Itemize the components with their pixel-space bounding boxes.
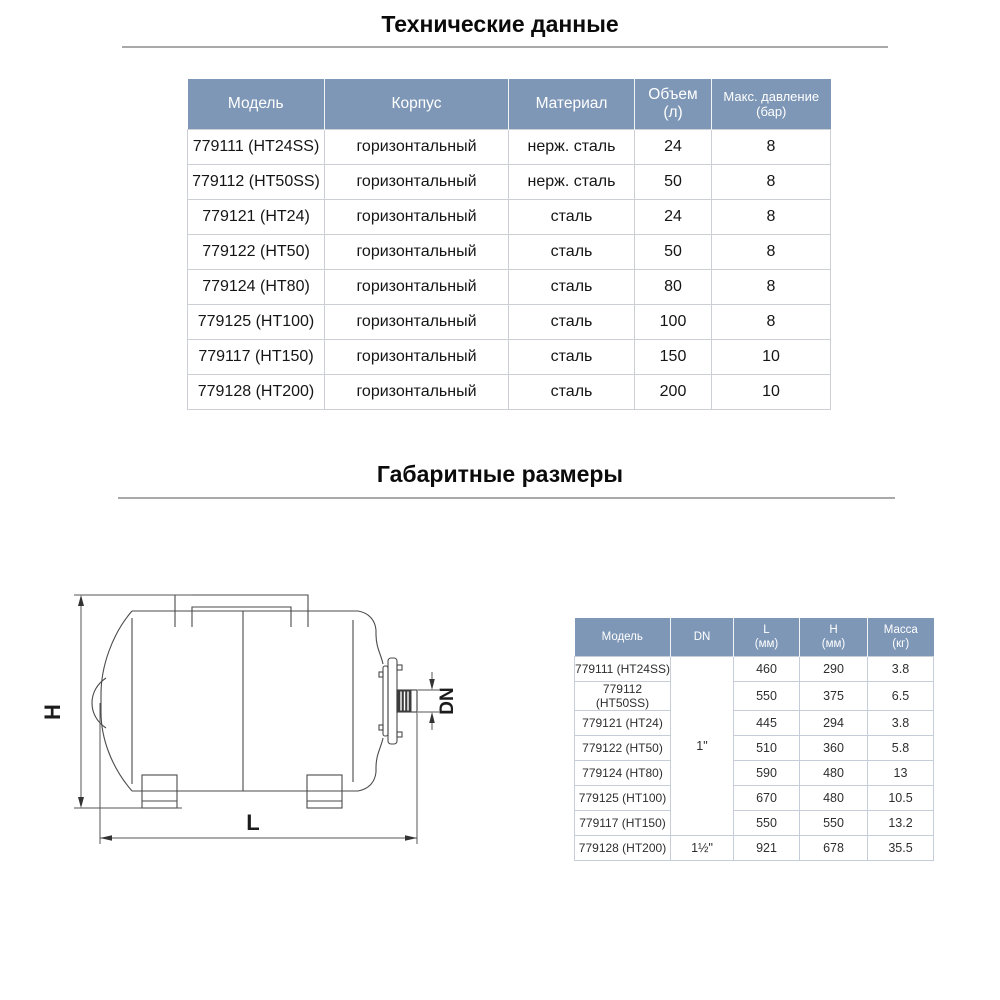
dim-cell-model: 779125 (HT100)	[575, 786, 671, 811]
tech-table-row	[188, 270, 831, 305]
dim-cell-h: 678	[800, 836, 868, 861]
col-label: Корпус	[391, 94, 442, 112]
tech-cell: нерж. сталь	[509, 130, 635, 165]
flange-bolt	[379, 725, 383, 730]
dims-header-row	[575, 618, 934, 657]
tech-cell: 779117 (HT150)	[188, 340, 325, 375]
tech-col-volume	[635, 79, 712, 130]
section-divider-1	[122, 46, 888, 48]
technical-data-table	[187, 79, 831, 410]
dims-table-row	[575, 836, 934, 861]
dim-cell-h: 480	[800, 761, 868, 786]
tech-cell: 50	[635, 165, 712, 200]
tech-cell: 779112 (HT50SS)	[188, 165, 325, 200]
tech-cell: 8	[712, 235, 831, 270]
dim-cell-h: 550	[800, 811, 868, 836]
dim-cell-model: 779117 (HT150)	[575, 811, 671, 836]
label-L: L	[246, 810, 260, 835]
tech-cell: горизонтальный	[325, 270, 509, 305]
dim-cell-h: 360	[800, 736, 868, 761]
dim-cell-mass: 35.5	[868, 836, 934, 861]
dim-col-h	[800, 618, 868, 657]
col-label: H	[829, 623, 838, 636]
tech-cell: 779121 (HT24)	[188, 200, 325, 235]
tech-cell: 8	[712, 270, 831, 305]
col-sub: (мм)	[821, 638, 846, 650]
section-divider-2	[118, 497, 895, 499]
dim-cell-mass: 6.5	[868, 682, 934, 711]
dim-cell-mass: 10.5	[868, 786, 934, 811]
dimension-L	[100, 703, 417, 844]
dim-cell-model: 779122 (HT50)	[575, 736, 671, 761]
dim-cell-l: 550	[734, 682, 800, 711]
dim-cell-l: 510	[734, 736, 800, 761]
tech-cell: 8	[712, 165, 831, 200]
tech-cell: горизонтальный	[325, 375, 509, 410]
tech-cell: сталь	[509, 235, 635, 270]
tech-cell: 10	[712, 340, 831, 375]
dim-cell-l: 670	[734, 786, 800, 811]
tech-cell: 24	[635, 130, 712, 165]
col-sub: (бар)	[756, 104, 787, 119]
col-label: Макс. давление	[723, 88, 820, 104]
tech-cell: горизонтальный	[325, 305, 509, 340]
dimensions-table	[574, 618, 934, 861]
tech-cell: горизонтальный	[325, 165, 509, 200]
dims-table-row	[575, 811, 934, 836]
tank-outline	[92, 611, 383, 791]
tech-cell: сталь	[509, 200, 635, 235]
col-sub: (мм)	[754, 638, 779, 650]
dims-table-row	[575, 761, 934, 786]
col-label: L	[763, 623, 770, 636]
tech-cell: 150	[635, 340, 712, 375]
tech-cell: горизонтальный	[325, 235, 509, 270]
tech-table-row	[188, 375, 831, 410]
tech-col-max-pressure	[712, 79, 831, 130]
tech-cell: 50	[635, 235, 712, 270]
tech-cell: горизонтальный	[325, 200, 509, 235]
tech-cell: сталь	[509, 340, 635, 375]
tech-table-row	[188, 340, 831, 375]
tank-drawing	[40, 572, 520, 872]
tech-table-row	[188, 305, 831, 340]
label-H: H	[40, 704, 65, 720]
tech-cell: 779111 (HT24SS)	[188, 130, 325, 165]
col-label: Масса	[883, 623, 918, 636]
tech-header-row	[188, 79, 831, 130]
tech-cell: 8	[712, 200, 831, 235]
tech-cell: 8	[712, 130, 831, 165]
dim-cell-l: 590	[734, 761, 800, 786]
dim-cell-mass: 13	[868, 761, 934, 786]
dim-cell-model: 779112 (HT50SS)	[575, 682, 671, 711]
tech-cell: 8	[712, 305, 831, 340]
dim-cell-model: 779128 (HT200)	[575, 836, 671, 861]
dim-cell-model: 779111 (HT24SS)	[575, 657, 671, 682]
dim-cell-h: 375	[800, 682, 868, 711]
tech-cell: горизонтальный	[325, 130, 509, 165]
tech-table-row	[188, 130, 831, 165]
dim-col-l	[734, 618, 800, 657]
dimension-DN	[418, 672, 458, 730]
dim-cell-mass: 5.8	[868, 736, 934, 761]
tech-col-body	[325, 79, 509, 130]
dim-cell-mass: 3.8	[868, 657, 934, 682]
dim-cell-h: 290	[800, 657, 868, 682]
tech-cell: 779124 (HT80)	[188, 270, 325, 305]
dim-cell-h: 480	[800, 786, 868, 811]
tech-cell: 779122 (HT50)	[188, 235, 325, 270]
tech-cell: 100	[635, 305, 712, 340]
dims-table-body	[575, 657, 934, 861]
dim-cell-l: 445	[734, 711, 800, 736]
col-label: DN	[693, 630, 711, 643]
flange-bolt	[397, 665, 402, 670]
dome-bump	[92, 678, 106, 728]
tech-table-row	[188, 200, 831, 235]
tech-cell: 200	[635, 375, 712, 410]
dims-table-row	[575, 657, 934, 682]
col-sub: (кг)	[892, 638, 910, 650]
tech-cell: горизонтальный	[325, 340, 509, 375]
dims-table-row	[575, 682, 934, 711]
tech-cell: 779125 (HT100)	[188, 305, 325, 340]
dim-cell-mass: 13.2	[868, 811, 934, 836]
dim-cell-model: 779124 (HT80)	[575, 761, 671, 786]
dim-col-mass	[868, 618, 934, 657]
flange-bolt	[397, 732, 402, 737]
col-label: Объем	[648, 85, 698, 103]
col-label: Модель	[227, 94, 284, 112]
tech-table-body	[188, 130, 831, 410]
tech-cell: сталь	[509, 270, 635, 305]
tech-cell: 24	[635, 200, 712, 235]
dims-table-row	[575, 736, 934, 761]
tech-col-material	[509, 79, 635, 130]
flange-connection	[379, 658, 417, 744]
section-title-dimensions: Габаритные размеры	[376, 461, 624, 487]
dim-col-model	[575, 618, 671, 657]
tech-table-row	[188, 235, 831, 270]
dim-cell-l: 550	[734, 811, 800, 836]
tech-cell: 779128 (HT200)	[188, 375, 325, 410]
dim-cell-model: 779121 (HT24)	[575, 711, 671, 736]
col-sub: (л)	[663, 104, 683, 121]
tech-cell: 10	[712, 375, 831, 410]
section-title-technical-data: Технические данные	[381, 11, 619, 37]
dim-cell-l: 921	[734, 836, 800, 861]
tech-table-row	[188, 165, 831, 200]
flange-bolt	[379, 672, 383, 677]
dim-cell-dn: 1½"	[671, 836, 734, 861]
dim-cell-dn-merged: 1"	[671, 657, 734, 836]
col-label: Модель	[601, 630, 643, 643]
dimension-H	[40, 595, 192, 808]
tech-cell: сталь	[509, 375, 635, 410]
dims-table-row	[575, 786, 934, 811]
col-label: Материал	[535, 94, 608, 112]
dim-cell-l: 460	[734, 657, 800, 682]
dims-table-row	[575, 711, 934, 736]
tech-col-model	[188, 79, 325, 130]
dim-cell-mass: 3.8	[868, 711, 934, 736]
tech-cell: 80	[635, 270, 712, 305]
dim-cell-h: 294	[800, 711, 868, 736]
tech-cell: сталь	[509, 305, 635, 340]
dim-col-dn	[671, 618, 734, 657]
tech-cell: нерж. сталь	[509, 165, 635, 200]
label-DN: DN	[437, 687, 458, 715]
